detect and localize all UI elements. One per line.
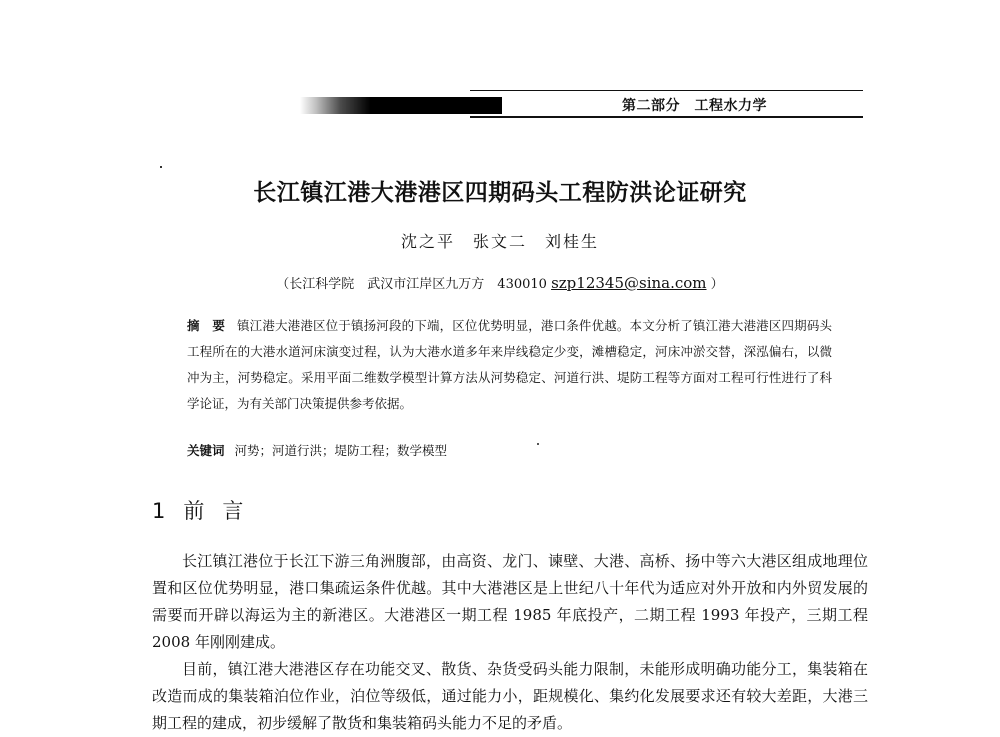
abstract-text: 镇江港大港港区位于镇扬河段的下端，区位优势明显，港口条件优越。本文分析了镇江港大港港区四期码头工程所在的大港水道河床演变过程，认为大港水道多年来岸线稳定少变，滩槽稳定，河床冲淤交替，深泓偏右，以微冲为主，河势稳定。采用平面二维数学模型计算方法从河势稳定、河道行洪、堤防工程等方面对工程可行性进行了科学论证，为有关部门决策提供参考依据。 xyxy=(187,318,832,411)
scan-speck xyxy=(160,166,162,168)
author-email-link[interactable]: szp12345@sina.com xyxy=(551,274,707,292)
paper-title: 长江镇江港大港港区四期码头工程防洪论证研究 xyxy=(253,180,747,206)
header-top-rule xyxy=(470,90,863,91)
scan-artifact-bar xyxy=(300,97,502,114)
abstract-label: 摘 要 xyxy=(187,318,225,333)
keywords-text: 河势；河道行洪；堤防工程；数学模型 xyxy=(234,443,448,458)
abstract xyxy=(187,313,832,417)
keywords xyxy=(187,441,447,459)
section-heading xyxy=(152,495,261,525)
scan-speck xyxy=(537,443,539,445)
affiliation-line xyxy=(0,273,1000,292)
header-bottom-rule xyxy=(470,116,863,118)
author-list: 沈之平 张文二 刘桂生 xyxy=(400,232,599,251)
affiliation-text: （长江科学院 武汉市江岸区九万方 430010 xyxy=(276,277,547,292)
keywords-label: 关键词 xyxy=(187,443,225,458)
running-header: 第二部分 工程水力学 xyxy=(622,98,767,114)
section-body xyxy=(152,548,868,737)
affiliation-close: ） xyxy=(710,277,724,292)
section-number: 1 xyxy=(152,499,166,523)
body-paragraph: 长江镇江港位于长江下游三角洲腹部，由高资、龙门、谏壁、大港、高桥、扬中等六大港区组成地理位置和区位优势明显，港口集疏运条件优越。其中大港港区是上世纪八十年代为适应对外开放和内外贸发展的需要而开辟以海运为主的新港区。大港港区一期工程 1985 年底投产，二期工程 1993 年投产，三期工程 2008 年刚刚建成。 xyxy=(152,552,868,651)
section-title: 前言 xyxy=(183,499,262,523)
body-paragraph: 目前，镇江港大港港区存在功能交叉、散货、杂货受码头能力限制，未能形成明确功能分工，集装箱在改造而成的集装箱泊位作业，泊位等级低，通过能力小，距规模化、集约化发展要求还有较大差距，大港三期工程的建成，初步缓解了散货和集装箱码头能力不足的矛盾。 xyxy=(152,660,868,732)
